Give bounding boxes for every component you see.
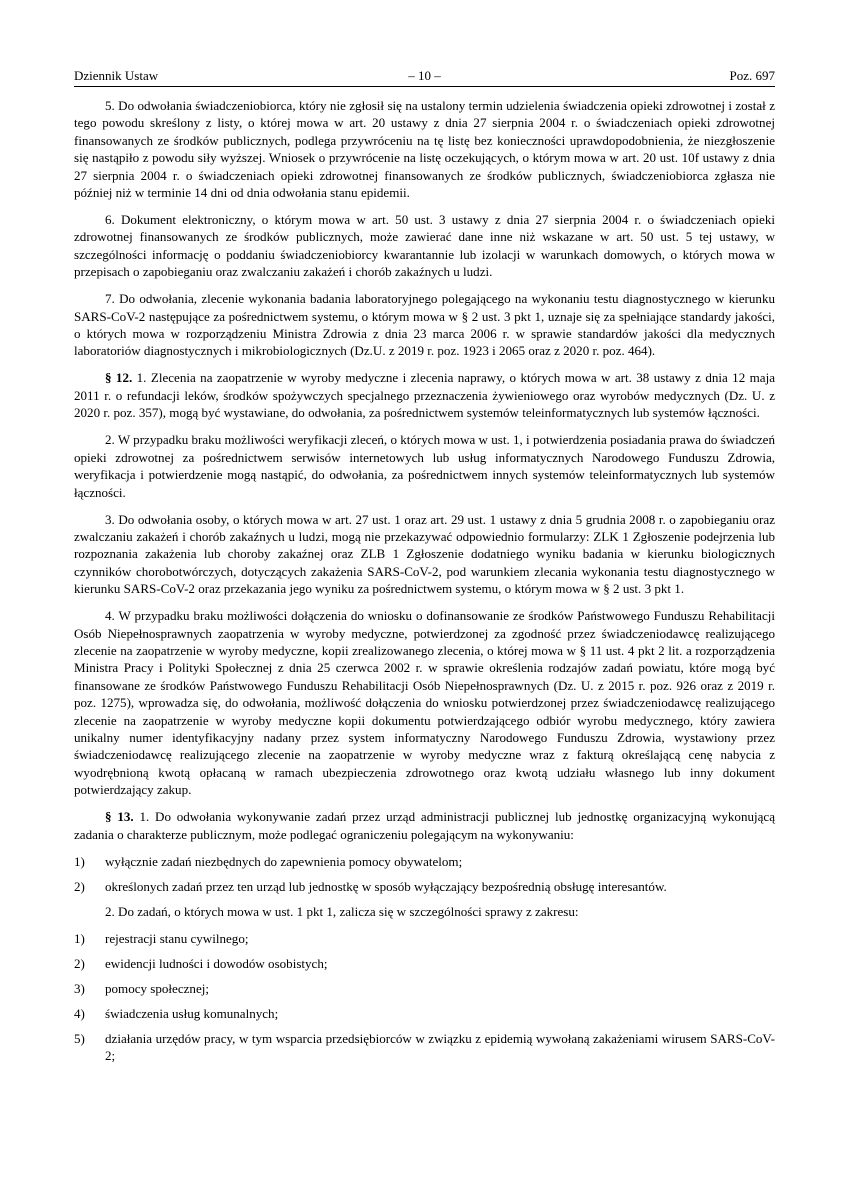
task-limitation-list bbox=[74, 853, 775, 895]
section-13-paragraph-2: 2. Do zadań, o których mowa w ust. 1 pkt 1, zalicza się w szczególności sprawy z zakresu: bbox=[105, 903, 579, 919]
task-scope-list bbox=[74, 930, 775, 1065]
list-item bbox=[74, 878, 775, 895]
section-12-label: § 12. bbox=[105, 370, 133, 386]
list-item-number: 2) bbox=[74, 955, 85, 971]
section-12-paragraph-3: 3. Do odwołania osoby, o których mowa w art. 27 ust. 1 oraz art. 29 ust. 1 ustawy z dnia 5 grudnia 2008 r. o zapobieganiu oraz zwalczaniu zakażeń i chorób zakaźnych u ludzi, mogą nie przekazywać odpowiednio formularzy: ZLK 1 Zgłoszenie podejrzenia lub rozpoznania zakażenia lub choroby zakaźnej oraz ZLB 1 Zgłoszenie dodatniego wyniku badania w kierunku biologicznych czynników chorobotwórczych, dotyczących zakażenia SARS-CoV-2, pod warunkiem zlecania wykonania testu diagnostycznego w kierunku SARS-CoV-2 oraz przekazania jego wyniku za pośrednictwem systemu, o którym mowa w § 2 ust. 3 pkt 1. bbox=[74, 511, 775, 597]
list-item-number: 1) bbox=[74, 930, 85, 946]
list-item bbox=[74, 955, 775, 972]
list-item-number: 3) bbox=[74, 980, 85, 996]
section-12-paragraph-2: 2. W przypadku braku możliwości weryfikacji zleceń, o których mowa w ust. 1, i potwierdzenia posiadania prawa do świadczeń opieki zdrowotnej za pośrednictwem serwisów internetowych lub usług informatycznych Narodowego Funduszu Zdrowia, weryfikacja i potwierdzenie mogą nastąpić, do odwołania, za pośrednictwem innych systemów teleinformatycznych lub systemów łączności. bbox=[74, 432, 775, 500]
section-12-p1-text: 1. Zlecenia na zaopatrzenie w wyroby medyczne i zlecenia naprawy, o których mowa w art. 38 ustawy z dnia 12 maja 2011 r. o refundacji leków, środków spożywczych specjalnego przeznaczenia żywieniowego oraz wyrobów medycznych (Dz. U. z 2020 r. poz. 357), mogą być wystawiane, do odwołania, za pośrednictwem systemów teleinformatycznych lub systemów łączności. bbox=[74, 370, 775, 421]
list-item-text: określonych zadań przez ten urząd lub jednostkę w sposób wyłączający bezpośrednią obsługę interesantów. bbox=[105, 878, 667, 894]
document-body bbox=[74, 97, 775, 1064]
list-item-text: ewidencji ludności i dowodów osobistych; bbox=[105, 955, 328, 971]
list-item-text: wyłącznie zadań niezbędnych do zapewnienia pomocy obywatelom; bbox=[105, 853, 463, 869]
list-item-text: świadczenia usług komunalnych; bbox=[105, 1005, 279, 1021]
document-page bbox=[74, 66, 775, 1072]
paragraph-7: 7. Do odwołania, zlecenie wykonania badania laboratoryjnego polegającego na wykonaniu testu diagnostycznego w kierunku SARS-CoV-2 następujące za pośrednictwem systemu, o którym mowa w § 2 ust. 3 pkt 1, uznaje się za spełniające standardy jakości, o których mowa w rozporządzeniu Ministra Zdrowia z dnia 23 marca 2006 r. w sprawie standardów jakości dla medycznych laboratoriów diagnostycznych i mikrobiologicznych (Dz.U. z 2019 r. poz. 1923 i 2065 oraz z 2020 r. poz. 464). bbox=[74, 291, 775, 359]
list-item-text: działania urzędów pracy, w tym wsparcia przedsiębiorców w związku z epidemią wywołaną zakażeniami wirusem SARS-CoV-2; bbox=[105, 1030, 775, 1063]
page-header bbox=[74, 66, 775, 87]
paragraph-5: 5. Do odwołania świadczeniobiorca, który nie zgłosił się na ustalony termin udzielenia świadczenia opieki zdrowotnej i został z tego powodu skreślony z listy, o której mowa w art. 20 ustawy z dnia 27 sierpnia 2004 r. o świadczeniach opieki zdrowotnej finansowanych ze środków publicznych, podlega przywróceniu na tę listę bez konieczności uprawdopodobnienia, że niezgłoszenie się nastąpiło z powodu siły wyższej. Wniosek o przywrócenie na listę oczekujących, o którym mowa w art. 20 ust. 10f ustawy z dnia 27 sierpnia 2004 r. o świadczeniach opieki zdrowotnej finansowanych ze środków publicznych, świadczeniobiorca zgłasza nie później niż w terminie 14 dni od dnia odwołania stanu epidemii. bbox=[74, 98, 775, 201]
section-13-p1-text: 1. Do odwołania wykonywanie zadań przez urząd administracji publicznej lub jednostkę organizacyjną wykonującą zadania o charakterze publicznym, może podlegać ograniczeniu polegającym na wykonywaniu: bbox=[74, 809, 776, 842]
list-item bbox=[74, 1005, 775, 1022]
list-item bbox=[74, 980, 775, 997]
list-item-number: 1) bbox=[74, 853, 85, 869]
section-13-paragraph-1 bbox=[74, 808, 775, 843]
journal-title: Dziennik Ustaw bbox=[74, 68, 159, 83]
section-12-paragraph-1 bbox=[74, 369, 775, 421]
list-item-text: pomocy społecznej; bbox=[105, 980, 209, 996]
list-item-number: 2) bbox=[74, 878, 85, 894]
section-12-paragraph-4: 4. W przypadku braku możliwości dołączenia do wniosku o dofinansowanie ze środków Państwowego Funduszu Rehabilitacji Osób Niepełnosprawnych zaopatrzenia w wyroby medyczne, potwierdzonej za zgodność przez świadczeniodawcę realizującego zlecenie na zaopatrzenie w wyroby medyczne, kopii zrealizowanego zlecenia, o której mowa w § 11 ust. 4 pkt 2 lit. a rozporządzenia Ministra Pracy i Polityki Społecznej z dnia 25 czerwca 2002 r. w sprawie określenia rodzajów zadań powiatu, które mogą być finansowane ze środków Państwowego Funduszu Rehabilitacji Osób Niepełnosprawnych (Dz. U. z 2015 r. poz. 926 oraz z 2019 r. poz. 1275), wprowadza się, do odwołania, możliwość dołączenia do wniosku potwierdzonej przez świadczeniodawcę realizującego zlecenie na zaopatrzenie w wyroby medyczne kopii dokumentu potwierdzającego odbiór wyrobu medycznego, który zawiera unikalny numer identyfikacyjny nadany przez system informatyczny Narodowego Funduszu Zdrowia, wystawiony przez świadczeniodawcę realizującego zlecenie na zaopatrzenie w wyroby medyczne wraz z fakturą określającą cenę nabycia z wyodrębnioną kwotą opłacaną w ramach ubezpieczenia zdrowotnego oraz kwotą udziału własnego lub inny dokument potwierdzający zakup. bbox=[74, 608, 775, 798]
section-13-label: § 13. bbox=[105, 809, 134, 825]
list-item-number: 5) bbox=[74, 1030, 85, 1046]
list-item bbox=[74, 1030, 775, 1065]
paragraph-6: 6. Dokument elektroniczny, o którym mowa w art. 50 ust. 3 ustawy z dnia 27 sierpnia 2004 r. o świadczeniach opieki zdrowotnej finansowanych ze środków publicznych, może zawierać dane inne niż wskazane w art. 50 ust. 5 tej ustawy, w szczególności informację o poddaniu świadczeniobiorcy kwarantannie lub izolacji w warunkach domowych, o których mowa w przepisach o zapobieganiu oraz zwalczaniu zakażeń i chorób zakaźnych u ludzi. bbox=[74, 212, 775, 280]
list-item-number: 4) bbox=[74, 1005, 85, 1021]
list-item bbox=[74, 930, 775, 947]
page-number: – 10 – bbox=[408, 68, 441, 83]
list-item bbox=[74, 853, 775, 870]
list-item-text: rejestracji stanu cywilnego; bbox=[105, 930, 249, 946]
position-number: Poz. 697 bbox=[729, 68, 775, 83]
